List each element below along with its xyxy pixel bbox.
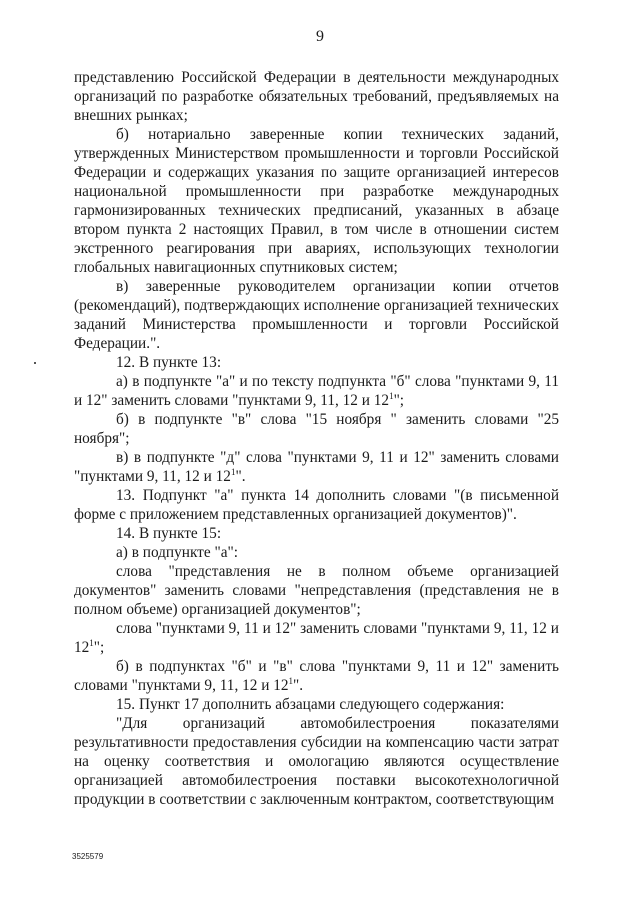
paragraph-text: а) в подпункте "а" и по тексту подпункта "б" слова "пунктами 9, 11 и 12" заменить словами "пунктами 9, 11, 12 и 12 (74, 373, 559, 409)
paragraph-text: ". (293, 677, 304, 694)
superscript: 1 (288, 675, 294, 686)
paragraph-text: представлению Российской Федерации в деятельности международных организаций по разработке обязательных требований, предъявляемых на внешних рынках; (74, 69, 559, 124)
superscript: 1 (230, 466, 236, 477)
paragraph (74, 695, 559, 714)
paragraph (74, 562, 559, 619)
paragraph (74, 372, 559, 410)
paragraph (74, 68, 559, 125)
paragraph-text: "; (93, 639, 105, 656)
paragraph-text: слова "представления не в полном объеме организацией документов" заменить словами "непредставления (представления не в полном объеме) организацией документов"; (74, 563, 559, 618)
paragraph-text: 12. В пункте 13: (116, 354, 222, 371)
paragraph-text: б) в подпункте "в" слова "15 ноября " заменить словами "25 ноября"; (74, 411, 559, 447)
paragraph-text: б) в подпунктах "б" и "в" слова "пунктами 9, 11 и 12" заменить словами "пунктами 9, 11, 12 и 12 (74, 658, 559, 694)
paragraph (74, 524, 559, 543)
paragraph (74, 619, 559, 657)
paragraph-text: "; (393, 392, 405, 409)
document-body (74, 68, 559, 809)
paragraph (74, 125, 559, 277)
paragraph-text: "Для организаций автомобилестроения показателями результативности предоставления субсидии на компенсацию части затрат на оценку соответствия и омологацию являются осуществление организацией автомобилестроения поставки высокотехнологичной продукции в соответствии с заключенным контрактом, соответствующим (74, 715, 559, 808)
superscript: 1 (389, 390, 394, 401)
paragraph-text: в) заверенные руководителем организации копии отчетов (рекомендаций), подтверждающих исполнение организацией технических заданий Министерства промышленности и торговли Российской Федерации.". (74, 278, 559, 352)
paragraph-text: слова "пунктами 9, 11 и 12" заменить словами "пунктами 9, 11, 12 и 12 (74, 620, 559, 656)
paragraph (74, 657, 559, 695)
paragraph (74, 448, 559, 486)
paragraph (74, 410, 559, 448)
paragraph-text: 15. Пункт 17 дополнить абзацами следующего содержания: (116, 696, 505, 713)
paragraph-text: 14. В пункте 15: (116, 525, 222, 542)
paragraph (74, 543, 559, 562)
paragraph (74, 714, 559, 809)
paragraph-text: а) в подпункте "а": (116, 544, 239, 561)
paragraph-text: в) в подпункте "д" слова "пунктами 9, 11 и 12" заменить словами "пунктами 9, 11, 12 и 12 (74, 449, 559, 485)
page-number: 9 (316, 28, 324, 45)
paragraph (74, 277, 559, 353)
document-code: 3525579 (72, 852, 104, 861)
paragraph-text: ". (235, 468, 246, 485)
paragraph-text: б) нотариально заверенные копии технических заданий, утвержденных Министерством промышленности и торговли Российской Федерации и содержащих указания по защите организацией интересов национальной промышленности при разработке международных гармонизированных технических предписаний, указанных в абзаце втором пункта 2 настоящих Правил, в том числе в отношении систем экстренного реагирования при авариях, использующих технологии глобальных навигационных спутниковых систем; (74, 126, 559, 276)
paragraph (74, 486, 559, 524)
paragraph-text: 13. Подпункт "а" пункта 14 дополнить словами "(в письменной форме с приложением представленных организацией документов)". (74, 487, 559, 523)
scan-speck (34, 362, 36, 364)
superscript: 1 (89, 637, 94, 648)
paragraph (74, 353, 559, 372)
